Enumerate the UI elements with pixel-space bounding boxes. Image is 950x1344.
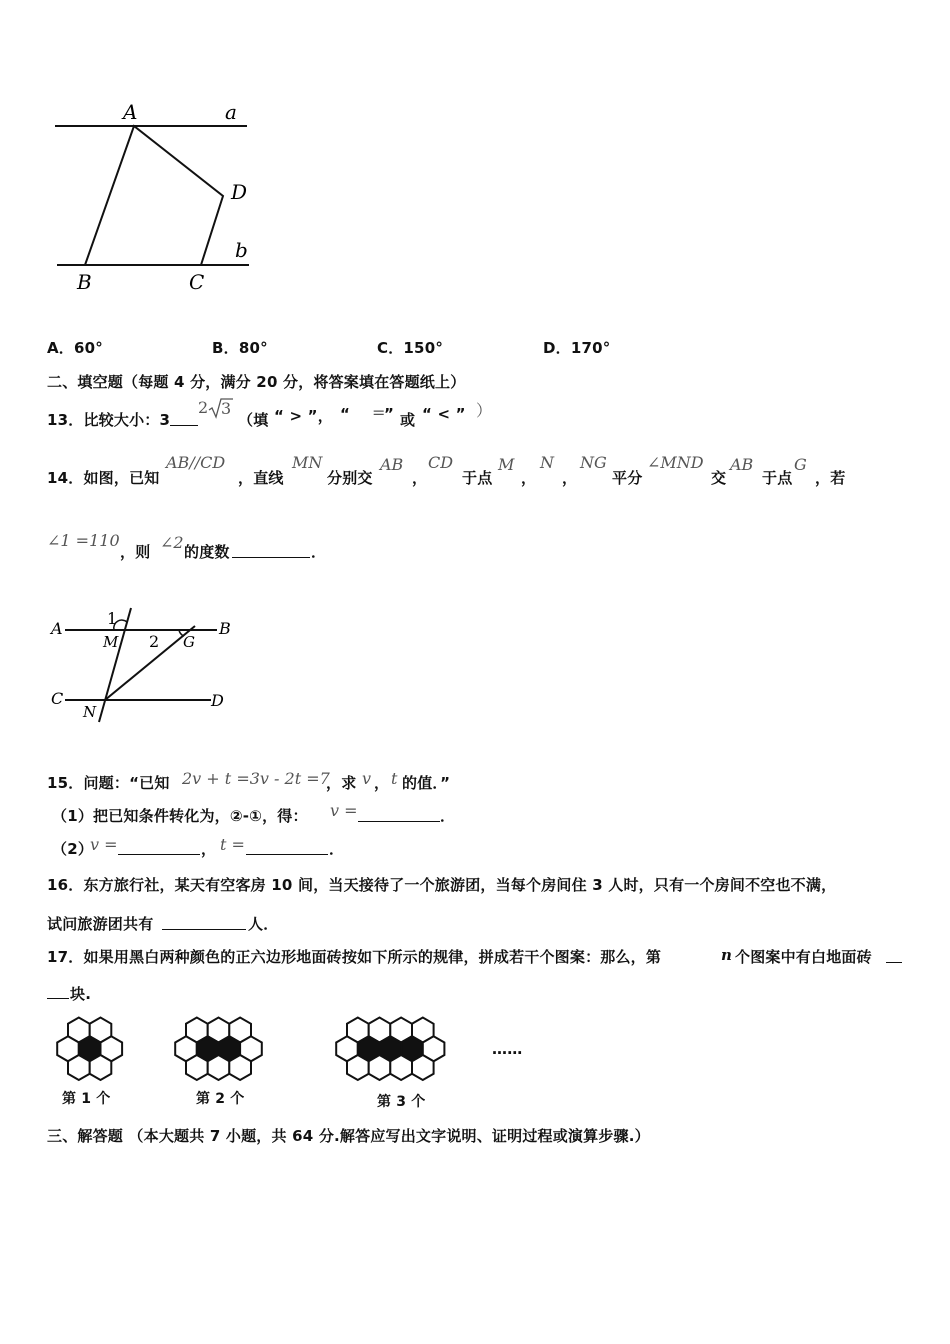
- q15-line2-math: v =: [330, 801, 358, 820]
- q14-answer-blank[interactable]: [232, 556, 310, 558]
- section2-heading: 二、填空题（每题 4 分，满分 20 分，将答案填在答题纸上）: [47, 373, 466, 391]
- q14-m7: NG: [580, 453, 607, 472]
- q13-math-radicand: 3: [221, 399, 232, 418]
- q14-m11: ∠1 =110: [47, 531, 120, 550]
- option-b: B．80°: [212, 339, 268, 357]
- q13-sym-gt: “ > ”，: [274, 407, 333, 425]
- q14-m8: ∠MND: [647, 453, 704, 472]
- option-d: D．170°: [543, 339, 611, 357]
- q14-t4: 于点: [462, 469, 493, 487]
- label-D: D: [231, 180, 248, 204]
- q17-line2-b: 块.: [70, 985, 92, 1003]
- label-fig2-C: C: [51, 689, 64, 708]
- q13-math-coef: 2: [198, 398, 209, 417]
- hex-tile-white: [186, 1055, 208, 1080]
- q14-t6: ，: [562, 469, 578, 487]
- q15-line2-a: （1）把已知条件转化为，②-①，得：: [52, 807, 308, 825]
- q14-t2: 分别交: [327, 469, 373, 487]
- hex-tile-white: [347, 1055, 369, 1080]
- q13-fill: （填: [238, 411, 269, 429]
- label-fig2-M: M: [103, 633, 119, 651]
- q13-sym-eq-close: ”: [384, 405, 395, 423]
- label-fig2-2: 2: [149, 632, 160, 651]
- q15-line2-end: ．: [440, 807, 456, 825]
- q16-line2-a: 试问旅游团共有: [47, 915, 154, 933]
- q14-m9: AB: [730, 455, 754, 474]
- q15-line3-end: ．: [329, 840, 345, 858]
- q14-t3: ，: [412, 469, 428, 487]
- q14-t1: ，直线: [238, 469, 284, 487]
- q15-line1-d: 的值．”: [402, 774, 451, 792]
- q14-t12: 的度数: [184, 543, 230, 561]
- hex-tile-white: [68, 1055, 90, 1080]
- q15-line3-m1: v =: [90, 835, 118, 854]
- q17-n: n: [721, 946, 733, 964]
- q14-t11: ，则: [120, 543, 151, 561]
- q13-close: ）: [476, 401, 493, 420]
- option-c: C．150°: [377, 339, 444, 357]
- polyline-bad-c: [85, 126, 223, 265]
- q17-line1-b: 个图案中有白地面砖: [735, 948, 872, 966]
- q14-t13: ．: [311, 543, 327, 561]
- q13-or: 或: [400, 411, 416, 429]
- q16-answer-blank[interactable]: [162, 928, 246, 930]
- label-fig2-A: A: [51, 619, 63, 638]
- label-A: A: [123, 100, 138, 124]
- q14-m2: MN: [292, 453, 323, 472]
- q14-t5: ，: [521, 469, 537, 487]
- q15-line1-a: 15．问题：“已知: [47, 774, 170, 792]
- q17-answer-blank-2[interactable]: [47, 997, 69, 999]
- q14-t10: ，若: [815, 469, 846, 487]
- section3-heading: 三、解答题 （本大题共 7 小题，共 64 分.解答应写出文字说明、证明过程或演算步骤.）: [47, 1127, 650, 1145]
- hex-ellipsis: ……: [492, 1040, 523, 1058]
- q13-sym-eq: =: [372, 403, 386, 422]
- q15-line3-a: （2）: [52, 840, 94, 858]
- label-fig2-N: N: [83, 703, 97, 721]
- q14-num: 14．如图，已知: [47, 469, 160, 487]
- hex-tile-white: [208, 1055, 230, 1080]
- hexagon-pattern-figures: [40, 1010, 560, 1115]
- hex-tile-white: [412, 1055, 434, 1080]
- q14-m1: AB//CD: [166, 453, 226, 472]
- q14-m4: CD: [428, 453, 454, 472]
- q14-m6: N: [540, 453, 554, 472]
- label-B: B: [77, 270, 92, 294]
- label-a: a: [225, 100, 237, 124]
- q14-m5: M: [498, 455, 515, 474]
- q14-m3: AB: [380, 455, 404, 474]
- option-a: A．60°: [47, 339, 103, 357]
- label-fig2-D: D: [211, 691, 224, 710]
- q15-v-blank-1[interactable]: [358, 820, 440, 822]
- q13-answer-blank[interactable]: [170, 424, 198, 426]
- q13-prefix: 13．比较大小：3: [47, 411, 171, 429]
- hex-caption-1: 第 1 个: [62, 1091, 111, 1107]
- q13-sym-lt: “ < ”: [422, 405, 466, 423]
- hex-tile-white: [369, 1055, 391, 1080]
- q14-t8: 交: [711, 469, 727, 487]
- figure-transversal-mn: [45, 600, 245, 730]
- label-fig2-1: 1: [107, 609, 118, 628]
- q15-line1-c: ，: [374, 774, 390, 792]
- q15-line1-b: ，求: [326, 774, 357, 792]
- q15-line1-v: v: [362, 769, 372, 788]
- q15-line3-m2: t =: [220, 835, 245, 854]
- q16-line1: 16．东方旅行社，某天有空客房 10 间，当天接待了一个旅游团，当每个房间住 3 人时，只有一个房间不空也不满，: [47, 876, 837, 894]
- hex-caption-2: 第 2 个: [196, 1091, 245, 1107]
- q14-t9: 于点: [762, 469, 793, 487]
- q15-line3-comma: ，: [201, 840, 217, 858]
- hex-tile-white: [229, 1055, 251, 1080]
- label-C: C: [189, 270, 205, 294]
- q17-answer-blank-1[interactable]: [886, 961, 902, 963]
- figure-parallel-lines-abcd: [45, 95, 265, 305]
- label-fig2-G: G: [183, 633, 195, 651]
- q17-line1-a: 17．如果用黑白两种颜色的正六边形地面砖按如下所示的规律，拼成若干个图案：那么，第: [47, 948, 662, 966]
- q14-t7: 平分: [612, 469, 643, 487]
- q14-m10: G: [794, 455, 807, 474]
- hex-caption-3: 第 3 个: [377, 1094, 426, 1110]
- q16-line2-b: 人．: [248, 915, 279, 933]
- q14-m12: ∠2: [160, 533, 184, 552]
- q13-sym-eq-open: “: [340, 405, 351, 423]
- label-fig2-B: B: [219, 619, 231, 638]
- label-b: b: [235, 238, 248, 262]
- hex-tile-white: [390, 1055, 412, 1080]
- q15-t-blank[interactable]: [246, 853, 328, 855]
- q15-line1-t: t: [391, 769, 398, 788]
- q15-line1-math: 2v + t =3v - 2t =7: [182, 769, 330, 788]
- q15-v-blank-2[interactable]: [118, 853, 200, 855]
- hex-tile-white: [90, 1055, 112, 1080]
